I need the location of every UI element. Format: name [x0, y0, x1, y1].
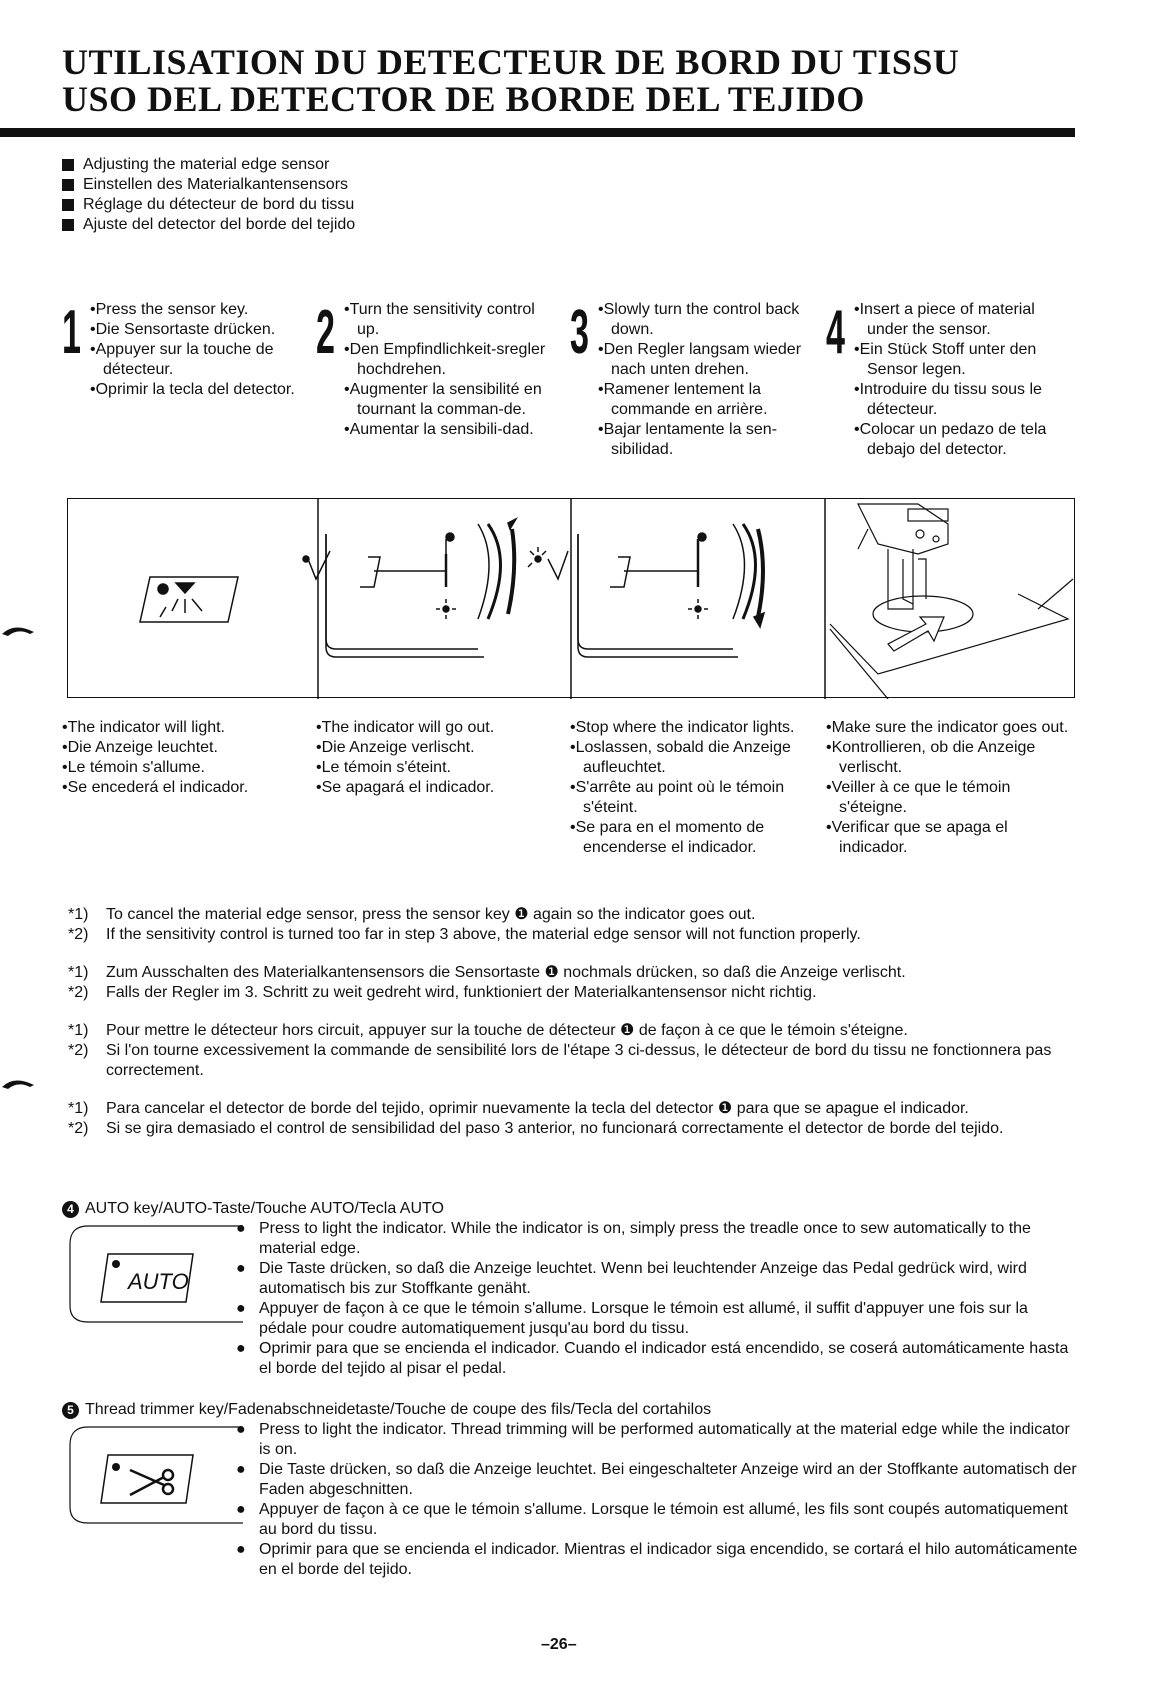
caption-4: •Make sure the indicator goes out. •Kontrollieren, ob die Anzeige verlischt. •Veiller à ce que le témoin s'éteigne. •Verificar que se apaga el indicador. — [826, 719, 1069, 856]
marker-4-icon: 4 — [62, 1201, 79, 1218]
square-bullet-icon — [62, 179, 74, 191]
trimmer-key-title: 5 Thread trimmer key/Fadenabschneidetaste/Touche de coupe des fils/Tecla del cortahilos — [62, 1400, 711, 1420]
margin-mark-icon — [0, 1073, 40, 1093]
list-item: ● Appuyer de façon à ce que le témoin s'allume. Lorsque le témoin est allumé, il suffit d'appuyer une fois sur la pédale pour coudre automatiquement jusqu'au bord du tissu. — [236, 1300, 1028, 1337]
auto-key-illustration — [68, 1224, 243, 1324]
auto-key-bullets — [236, 1219, 1078, 1379]
thread-trimmer-key-illustration — [68, 1425, 243, 1525]
step-number: 4 — [826, 298, 845, 367]
list-item: ● Oprimir para que se encienda el indicador. Cuando el indicador está encendido, se coserá automáticamente hasta el borde del tejido al pisar el pedal. — [236, 1340, 1069, 1377]
sensitivity-dial-down-icon — [528, 524, 764, 657]
notes-german: *1) Zum Ausschalten des Materialkantensensors die Sensortaste ❶ nochmals drücken, so daß die Anzeige verlischt. *2) Falls der Regler im 3. Schritt zu weit gedreht wird, funktioniert der Materialkantensensor nicht richtig. — [68, 964, 906, 1001]
title-line-1: UTILISATION DU DETECTEUR DE BORD DU TISSU — [62, 42, 960, 82]
caption-2: •The indicator will go out. •Die Anzeige verlischt. •Le témoin s'éteint. •Se apagará el indicador. — [316, 719, 495, 796]
page-number: –26– — [541, 1636, 577, 1653]
caption-1: •The indicator will light. •Die Anzeige leuchtet. •Le témoin s'allume. •Se encederá el indicador. — [62, 719, 249, 796]
list-item: ● Press to light the indicator. Thread trimming will be performed automatically at the material edge while the indicator is on. — [236, 1421, 1070, 1458]
list-item: ● Press to light the indicator. While the indicator is on, simply press the treadle once to sew automatically to the material edge. — [236, 1220, 1031, 1257]
auto-key-label: AUTO — [128, 1269, 189, 1294]
step-number: 3 — [570, 298, 589, 367]
notes-english: *1) To cancel the material edge sensor, press the sensor key ❶ again so the indicator goes out. *2) If the sensitivity control is turned too far in step 3 above, the material edge sensor will not function properly. — [68, 906, 861, 943]
margin-mark-icon — [0, 620, 40, 640]
illustration-panel — [67, 498, 1075, 698]
step-number: 2 — [316, 298, 335, 367]
section-headings — [62, 155, 355, 235]
list-item: ● Appuyer de façon à ce que le témoin s'allume. Lorsque le témoin est allumé, les fils sont coupés automatiquement au bord du tissu. — [236, 1501, 1068, 1538]
trimmer-key-bullets — [236, 1420, 1078, 1580]
material-under-sensor-icon — [830, 504, 1073, 699]
square-bullet-icon — [62, 159, 74, 171]
heading-item: Réglage du détecteur de bord du tissu — [62, 195, 355, 215]
title-rule — [0, 128, 1075, 137]
illustration-strip — [68, 499, 1076, 699]
page-title — [62, 44, 1062, 118]
heading-item: Adjusting the material edge sensor — [62, 155, 355, 175]
notes-spanish: *1) Para cancelar el detector de borde del tejido, oprimir nuevamente la tecla del detector ❶ para que se apague el indicador. *2) Si se gira demasiado el control de sensibilidad del paso 3 anterior, no funcionará correctamente el detector de borde del tejido. — [68, 1100, 1004, 1137]
step-number: 1 — [62, 298, 81, 367]
list-item: ● Die Taste drücken, so daß die Anzeige leuchtet. Wenn bei leuchtender Anzeige das Pedal gedrück wird, wird automatisch bis zur Stoffkante genäht. — [236, 1260, 1027, 1297]
heading-item: Ajuste del detector del borde del tejido — [62, 215, 355, 235]
list-item: ● Die Taste drücken, so daß die Anzeige leuchtet. Bei eingeschalteter Anzeige wird an der Stoffkante automatisch der Faden abgeschnitten. — [236, 1461, 1077, 1498]
list-item: ● Oprimir para que se encienda el indicador. Mientras el indicador siga encendido, se cortará el hilo automáticamente en el borde del tejido. — [236, 1541, 1078, 1578]
caption-3: •Stop where the indicator lights. •Loslassen, sobald die Anzeige aufleuchtet. •S'arrête au point où le témoin s'éteint. •Se para en el momento de encenderse el indicador. — [570, 719, 795, 856]
auto-key-title: 4 AUTO key/AUTO-Taste/Touche AUTO/Tecla AUTO — [62, 1199, 444, 1219]
marker-5-icon: 5 — [62, 1402, 79, 1419]
notes-french: *1) Pour mettre le détecteur hors circuit, appuyer sur la touche de détecteur ❶ de façon à ce que le témoin s'éteigne. *2) Si l'on tourne excessivement la commande de sensibilité lors de l'étape 3 ci-dessus, le détecteur de bord du tissu ne fonctionnera pas correctement. — [68, 1022, 1052, 1079]
heading-item: Einstellen des Materialkantensensors — [62, 175, 355, 195]
sensitivity-dial-up-icon — [303, 519, 516, 657]
square-bullet-icon — [62, 219, 74, 231]
square-bullet-icon — [62, 199, 74, 211]
sensor-key-icon — [140, 577, 238, 622]
title-line-2: USO DEL DETECTOR DE BORDE DEL TEJIDO — [62, 79, 865, 119]
